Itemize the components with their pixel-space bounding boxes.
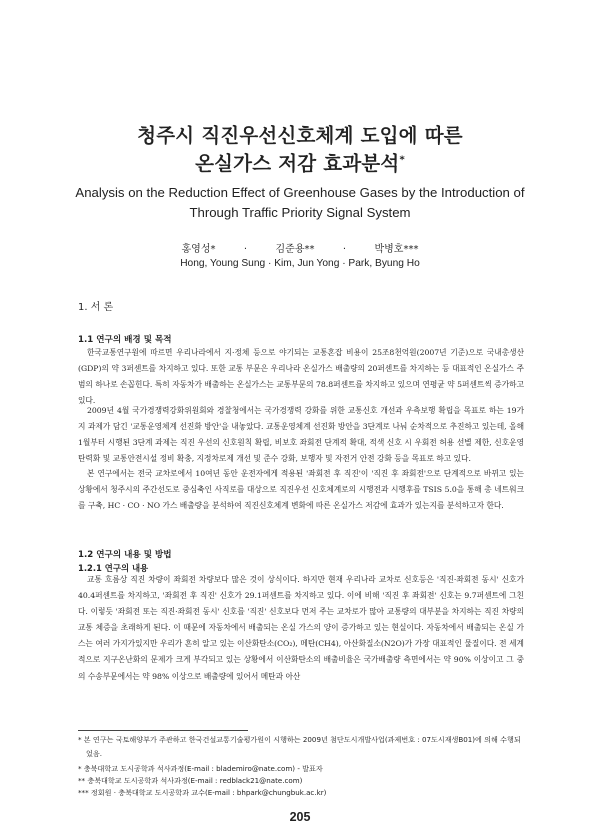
author-ko-1: 홍영성* xyxy=(181,244,216,255)
footnote-author-2: ** 충북대학교 도시공학과 석사과정(E-mail : redblack21@nate.com) xyxy=(78,776,303,785)
title-english-line1: Analysis on the Reduction Effect of Greenhouse Gases by the Introduction of xyxy=(75,185,525,200)
footnote-author-1: * 충북대학교 도시공학과 석사과정(E-mail : blademiro@nate.com) - 발표자 xyxy=(78,764,323,773)
paragraph-1-1-b: 2009년 4월 국가경쟁력강화위원회와 경찰청에서는 국가경쟁력 강화를 위한 교통신호 개선과 우측보행 확립을 목표로 하는 19가지 과제가 담긴 '교통운영체계 선진화 방안'을 내놓았다. 교통운영체계 선진화 방안을 3단계로 나눠 순차적으로 추진하고 있는데, 올해 1월부터 시행된 3단계 과제는 직진 우선의 신호원칙 확립, 비보호 좌회전 단계적 확대, 적색 신호 시 우회전 허용 선별 제한, 신호운영 탄력화 및 교통안전시설 정비 확충, 지정차로제 개선 및 준수 강화, 보행자 및 자전거 안전 강화 등을 목표로 하고 있다. xyxy=(78,406,524,464)
title-korean-line1: 청주시 직진우선신호체계 도입에 따른 xyxy=(137,124,463,147)
page-number: 205 xyxy=(289,810,311,824)
paragraph-1-1-a: 한국교통연구원에 따르면 우리나라에서 지·정체 등으로 야기되는 교통혼잡 비용이 25조8천억원(2007년 기준)으로 국내총생산(GDP)의 약 3퍼센트를 차지하고 있다. 또한 교통 부문은 우리나라 온실가스 배출량의 20퍼센트를 차지하는 등 대표적인 온실가스 주범의 하나로 손꼽힌다. 특히 자동차가 배출하는 온실가스는 교통부문의 78.8퍼센트를 차지하고 있으며 연평균 약 5퍼센트씩 증가하고 있다. xyxy=(78,348,524,406)
footnote-author-3: *** 정회원 · 충북대학교 도시공학과 교수(E-mail : bhpark@chungbuk.ac.kr) xyxy=(78,788,327,797)
subsection-heading-1-1: 1.1 연구의 배경 및 목적 xyxy=(78,335,172,345)
subsection-heading-1-2: 1.2 연구의 내용 및 방법 xyxy=(78,550,172,560)
paragraph-1-1-c: 본 연구에서는 전국 교차로에서 10여년 동안 운전자에게 적용된 '좌회전 후 직진'이 '직진 후 좌회전'으로 단계적으로 바뀌고 있는 상황에서 청주시의 주간선도로 중심축인 사직로를 대상으로 직진우선 신호체계로의 시행전과 시행후를 TSIS 5.0을 통해 총 네트워크를 구축, HC · CO · NO 가스 배출량을 분석하여 직진신호체계 변화에 따른 온실가스 저감에 효과가 있는지를 분석하고자 한다. xyxy=(78,469,524,511)
author-ko-2: 김준용** xyxy=(275,244,315,255)
subsection-heading-1-2-1: 1.2.1 연구의 내용 xyxy=(78,563,149,573)
author-separator: · xyxy=(342,244,347,255)
footnote-rule xyxy=(78,730,248,731)
paragraph-1-2-1: 교통 흐름상 직진 차량이 좌회전 차량보다 많은 것이 상식이다. 하지만 현재 우리나라 교차로 신호등은 '직진·좌회전 동시' 신호가 40.4퍼센트를 차지하고, '좌회전 후 직진' 신호가 29.1퍼센트를 차지하고 있다. 이에 비해 '직진 후 좌회전' 신호는 9.7퍼센트에 그친다. 이렇듯 '좌회전 또는 직진·좌회전 동시' 신호를 '직진' 신호보다 먼저 주는 교차로가 많아 교통량의 대부분을 차지하는 직진 차량의 교통 체증을 초래하게 된다. 이 때문에 자동차에서 배출되는 온실 가스의 양이 증가하고 있는 현실이다. 자동차에서 배출되는 온실 가스는 여러 가지가있지만 우리가 흔히 알고 있는 이산화탄소(CO₂), 메탄(CH4), 아산화질소(N2O)가 가장 대표적인 물질이다. 전 세계적으로 지구온난화의 문제가 크게 부각되고 있는 상황에서 이산화탄소의 배출비율은 국가배출량 측면에서는 약 90% 이상이고 그 중의 수송부문에서는 약 98% 이상으로 배출량에 있어서 메탄과 아산 xyxy=(78,575,524,681)
title-korean-line2-text: 온실가스 저감 효과분석 xyxy=(195,152,400,175)
footnote-funding: * 본 연구는 국토해양부가 주관하고 한국건설교통기술평가원이 시행하는 2009년 첨단도시개발사업(과제번호 : 07도시재생B01)에 의해 수행되었음. xyxy=(78,735,521,758)
title-footnote-mark: * xyxy=(399,154,405,166)
title-korean-line2 xyxy=(0,148,600,176)
title-english-line2: Through Traffic Priority Signal System xyxy=(189,205,411,220)
author-separator: · xyxy=(243,244,248,255)
author-ko-3: 박병호*** xyxy=(374,244,419,255)
authors-korean xyxy=(0,240,600,255)
authors-english: Hong, Young Sung · Kim, Jun Yong · Park, Byung Ho xyxy=(180,258,420,269)
section-heading-introduction: 1. 서 론 xyxy=(78,302,114,313)
